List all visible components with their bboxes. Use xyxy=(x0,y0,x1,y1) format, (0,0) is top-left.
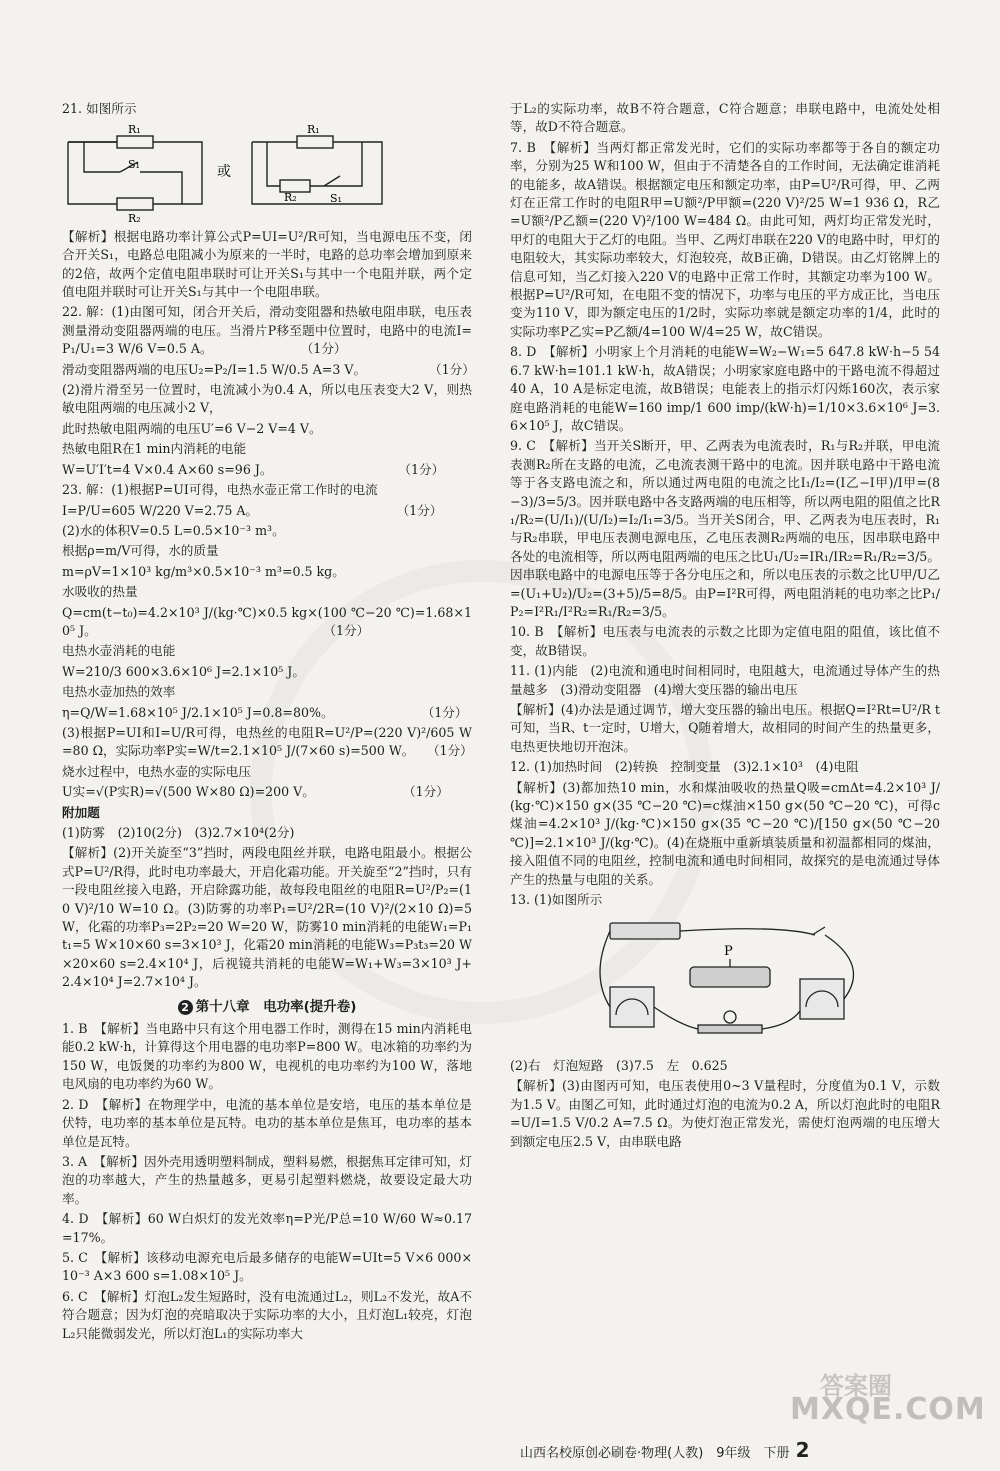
q23-line7: Q=cm(t−t₀)=4.2×10³ J/(kg·℃)×0.5 kg×(100 ℃−20 ℃)=1.68×10⁵ J。 （1分） xyxy=(62,604,472,638)
s-q13-answer: (2)右 灯泡短路 (3)7.5 左 0.625 xyxy=(510,1057,728,1073)
q23-line9: W=210/3 600×3.6×10⁶ J=2.1×10⁵ J。 xyxy=(62,663,305,679)
s1b-label: S₁ xyxy=(330,192,342,206)
q22-part2: (2)滑片滑至另一位置时，电流减小为0.4 A，所以电压表变大2 V，则热敏电阻两端的电压减小2 V， xyxy=(62,382,472,416)
q13-experiment-diagram xyxy=(580,915,880,1045)
r2-label: R₂ xyxy=(128,212,141,226)
s-q2: 2. D 【解析】在物理学中，电流的基本单位是安培，电压的基本单位是伏特，电功率的基本单位是瓦特。电功的基本单位是焦耳，电功率的基本单位是瓦特。 xyxy=(62,1096,472,1149)
s-q13-analysis: 【解析】(3)由图丙可知，电压表使用0~3 V量程时，分度值为0.1 V，示数为1.5 V。由图乙可知，此时通过灯泡的电流为0.2 A，所以灯泡此时的电阻R=U/I=1.5 V/0.2 A=7.5 Ω。为使灯泡正常发光，需使灯泡两端的电压增大到额定电压2.5 V，由串联电路 xyxy=(510,1078,940,1149)
page-number: 2 xyxy=(795,1438,810,1462)
section-number: 2 xyxy=(178,1000,193,1015)
q23-line14: U实=√(P实R)=√(500 W×80 Ω)=200 V。 （1分） xyxy=(62,784,449,800)
s1-label: S₁ xyxy=(128,158,140,172)
q22-line5: 热敏电阻R在1 min内消耗的电能 xyxy=(62,441,247,457)
s-q1: 1. B 【解析】当电路中只有这个用电器工作时，测得在15 min内消耗电能0.2 kW·h，计算得这个用电器的电功率P=800 W。电冰箱的功率约为150 W，电饭煲的功率约为800 W，电视机的电功率约为100 W，落地电风扇的电功率约为60 W。 xyxy=(62,1021,472,1092)
q23-line5: m=ρV=1×10³ kg/m³×0.5×10⁻³ m³=0.5 kg。 xyxy=(62,563,345,579)
extra-heading: 附加题 xyxy=(62,804,100,820)
s-q4: 4. D 【解析】60 W白炽灯的发光效率η=P光/P总=10 W/60 W≈0.17=17%。 xyxy=(62,1211,472,1245)
q21-heading: 21. 如图所示 xyxy=(62,101,137,116)
s-q12: 12. (1)加热时间 (2)转换 控制变量 (3)2.1×10³ (4)电阻 xyxy=(510,759,859,775)
q23-line2: I=P/U=605 W/220 V=2.75 A。 （1分） xyxy=(62,502,443,518)
watermark-bottom: MXQE.COM xyxy=(790,1392,986,1427)
q23-line3: (2)水的体积V=0.5 L=0.5×10⁻³ m³。 xyxy=(62,522,285,538)
q23-line13: 烧水过程中，电热水壶的实际电压 xyxy=(62,763,251,779)
s-q11: 11. (1)内能 (2)电流和通电时间相同时，电阻越大，电流通过导体产生的热量越多 (3)滑动变阻器 (4)增大变压器的输出电压 xyxy=(510,663,940,697)
q22-line2: 滑动变阻器两端的电压U₂=P₂/I=1.5 W/0.5 A=3 V。 （1分） xyxy=(62,361,475,377)
r1b-label: R₁ xyxy=(307,123,320,137)
s-q3: 3. A 【解析】因外壳用透明塑料制成，塑料易燃，根据焦耳定律可知，灯泡的功率越大，产生的热量越多，更易引起塑料燃烧，故要设定最大功率。 xyxy=(62,1153,472,1206)
right-column xyxy=(510,100,940,1153)
q23-line8: 电热水壶消耗的电能 xyxy=(62,643,176,659)
r2b-label: R₂ xyxy=(284,191,297,205)
q23-part1: 23. 解：(1)根据P=UI可得，电热水壶正常工作时的电流 xyxy=(62,482,378,498)
s-q11-analysis: 【解析】(4)办法是通过调节，增大变压器的输出电压。根据Q=I²Rt=U²/R t可知，当R、t一定时，U增大，Q随着增大，故相同的时间产生的热量更多，电热更快地切开泡沫。 xyxy=(510,702,940,754)
left-column xyxy=(62,100,475,1345)
watermark-top: 答案圈 xyxy=(820,1372,892,1400)
s-q7: 7. B 【解析】当两灯都正常发光时，它们的实际功率都等于各自的额定功率，分别为25 W和100 W，但由于不清楚各自的工作时间，无法确定谁消耗的电能多，故A错误。根据额定电压和额定功率，由P=U²/R可得，甲、乙两灯在正常工作时的电阻R甲=U额²/P甲额=(220 V)²/25 W=1 936 Ω，R乙=U额²/P乙额=(220 V)²/100 W=484 Ω。由此可知，两灯均正常发光时，甲灯的电阻大于乙灯的电阻。当甲、乙两灯串联在220 V的电路中时，甲灯的电阻较大，其实际功率较大，灯泡较亮，故B正确，D错误。由乙灯铭牌上的信息可知，当乙灯接入220 V的电路中正常工作时，其额定功率为100 W。根据P=U²/R可知，在电阻不变的情况下，功率与电压的平方成正比，当电压变为110 V，即为额定电压的1/2时，实际功率就是额定功率的1/4，此时的实际功率P乙实=P乙额/4=100 W/4=25 W，故C错误。 xyxy=(510,139,940,339)
section-title: 第十八章 电功率(提升卷) xyxy=(195,998,357,1015)
or-label: 或 xyxy=(217,164,231,181)
section-heading xyxy=(62,998,472,1016)
q22-line6: W=U′I′t=4 V×0.4 A×60 s=96 J。 （1分） xyxy=(62,461,445,477)
q21-analysis: 【解析】根据电路功率计算公式P=UI=U²/R可知，当电源电压不变，闭合开关S₁，电路总电阻减小为原来的一半时，电路的总功率会增加到原来的2倍，故两个定值电阻串联时可让开关S₁与其中一个电阻并联，两个定值电阻并联时可让开关S₁与其中一个电阻串联。 xyxy=(62,228,472,300)
s-q12-analysis: 【解析】(3)都加热10 min，水和煤油吸收的热量Q吸=cmΔt=4.2×10³ J/(kg·℃)×150 g×(35 ℃−20 ℃)=c煤油×150 g×(50 ℃−20 ℃)，可得c煤油=4.2×10³ J/(kg·℃)×150 g×(35 ℃−20 ℃)/[150 g×(50 ℃−20 ℃)]=2.1×10³ J/(kg·℃)。(4)在烧瓶中重新填装质量和初温都相同的煤油，接入阻值不同的电阻丝，控制电流和通电时间相同，故探究的是电流通过导体产生的热量与电阻的关系。 xyxy=(510,779,940,887)
extra-analysis: 【解析】(2)开关旋至“3”挡时，两段电阻丝并联，电路电阻最小。根据公式P=U²/R得，此时电功率最大，开启化霜功能。开关旋至“2”挡时，只有一段电阻丝接入电路，开启除露功能，故每段电阻丝的电阻R=U²/P₂=(10 V)²/10 W=10 Ω。(3)防雾的功率P₁=U²/2R=(10 V)²/(2×10 Ω)=5 W，化霜的功率P₃=2P₂=20 W=20 W，防雾10 min消耗的电能W₁=P₁t₁=5 W×10×60 s=3×10³ J，化霜20 min消耗的电能W₃=P₃t₃=20 W×20×60 s=2.4×10⁴ J，后视镜共消耗的电能W=W₁+W₃=3×10³ J+2.4×10⁴ J=2.7×10⁴ J。 xyxy=(62,845,472,990)
r1-label: R₁ xyxy=(128,123,141,137)
q23-line4: 根据ρ=m/V可得，水的质量 xyxy=(62,543,219,559)
q21-circuit-diagrams xyxy=(62,123,392,226)
p-label: P xyxy=(724,944,733,960)
s-q6-cont: 于L₂的实际功率，故B不符合题意，C符合题意；串联电路中，电流处处相等，故D不符合题意。 xyxy=(510,101,940,135)
s-q8: 8. D 【解析】小明家上个月消耗的电能W=W₂−W₁=5 647.8 kW·h−5 546.7 kW·h=101.1 kW·h，故A错误；小明家家庭电路中的干路电流不得超过40 A，10 A是标定电流，故B错误；电能表上的指示灯闪烁160次，表示家庭电路消耗的电能W=160 imp/1 600 imp/(kW·h)=1/10×3.6×10⁶ J=3.6×10⁵ J，故C错误。 xyxy=(510,344,940,433)
extra-answer: (1)防雾 (2)10(2分) (3)2.7×10⁴(2分) xyxy=(62,825,295,840)
s-q10: 10. B 【解析】电压表与电流表的示数之比即为定值电阻的阻值，该比值不变，故B错误。 xyxy=(510,624,940,658)
s-q9: 9. C 【解析】当开关S断开，甲、乙两表为电流表时，R₁与R₂并联，甲电流表测R₂所在支路的电流，乙电流表测干路中的电流。因并联电路中干路电流等于各支路电流之和，所以通过两电阻的电流之比I₁/I₂=(I乙−I甲)/I甲=(8−3)/3=5/3。因并联电路中各支路两端的电压相等，所以两电阻的阻值之比R₁/R₂=(U/I₁)/(U/I₂)=I₂/I₁=3/5。当开关S闭合，甲、乙两表为电压表时，R₁与R₂串联，甲电压表测电源电压，乙电压表测R₂两端的电压，因串联电路中各处的电流相等，所以两电阻两端的电压之比U₁/U₂=IR₁/IR₂=R₁/R₂=3/5。因串联电路中的电源电压等于各分电压之和，所以电压表的示数之比U甲/U乙=(U₁+U₂)/U₂=(3+5)/5=8/5。由P=I²R可得，两电阻消耗的电功率之比P₁/P₂=I²R₁/I²R₂=R₁/R₂=3/5。 xyxy=(510,438,940,619)
q23-part3: (3)根据P=UI和I=U/R可得，电热丝的电阻R=U²/P=(220 V)²/605 W=80 Ω，实际功率P实=W/t=2.1×10⁵ J/(7×60 s)=500 W。 （1分） xyxy=(62,724,473,759)
q22-line4: 此时热敏电阻两端的电压U′=6 V−2 V=4 V。 xyxy=(62,420,322,436)
q23-line11: η=Q/W=1.68×10⁵ J/2.1×10⁵ J=0.8=80%。 （1分） xyxy=(62,704,468,720)
s-q13: 13. (1)如图所示 xyxy=(510,892,603,908)
q22-part1: 22. 解：(1)由图可知，闭合开关后，滑动变阻器和热敏电阻串联，电压表测量滑动变阻器两端的电压。当滑片P移至题中位置时，电路中的电流I=P₁/U₁=3 W/6 V=0.5 A。 （1分） xyxy=(62,304,472,357)
footer-text: 山西名校原创必刷卷·物理(人教) 9年级 下册 xyxy=(520,1446,790,1461)
q23-line6: 水吸收的热量 xyxy=(62,584,138,600)
s-q6: 6. C 【解析】灯泡L₂发生短路时，没有电流通过L₂，则L₂不发光，故A不符合题意；因为灯泡的亮暗取决于实际功率的大小，且灯泡L₁较亮，灯泡L₂只能微弱发光，所以灯泡L₁的实际功率大 xyxy=(62,1288,472,1341)
page-footer xyxy=(520,1438,940,1462)
s-q5: 5. C 【解析】该移动电源充电后最多储存的电能W=UIt=5 V×6 000×10⁻³ A×3 600 s=1.08×10⁵ J。 xyxy=(62,1249,472,1284)
q23-line10: 电热水壶加热的效率 xyxy=(62,684,176,700)
